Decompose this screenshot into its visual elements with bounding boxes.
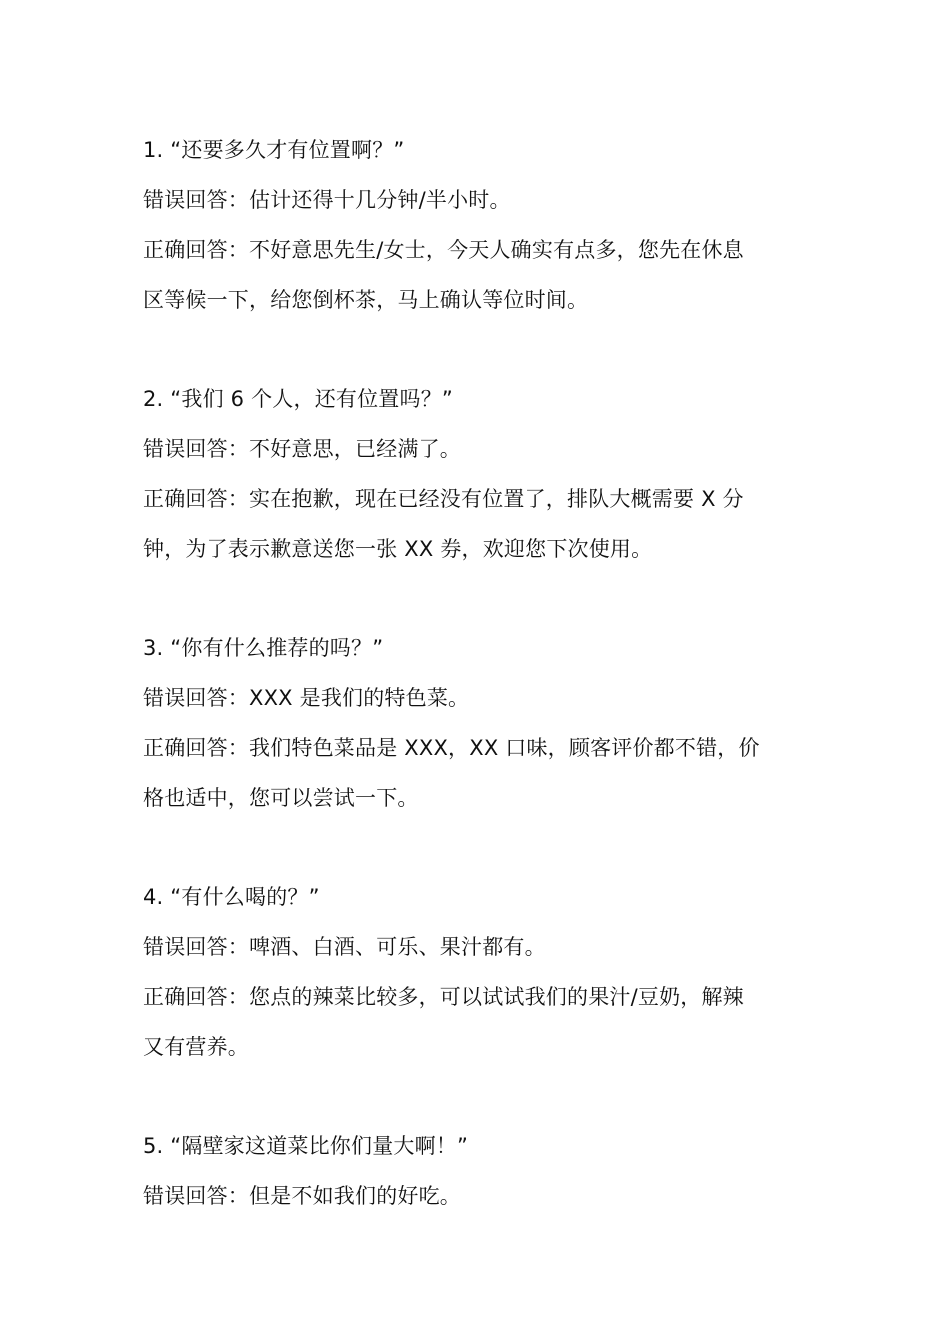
wrong-answer-3: 错误回答：XXX 是我们的特色菜。 [143, 686, 470, 710]
wrong-answer-5: 错误回答：但是不如我们的好吃。 [143, 1184, 461, 1208]
correct-answer-3-line-1: 正确回答：我们特色菜品是 XXX，XX 口味，顾客评价都不错，价 [143, 736, 760, 760]
correct-answer-2-line-2: 钟，为了表示歉意送您一张 XX 券，欢迎您下次使用。 [143, 537, 653, 561]
wrong-answer-4: 错误回答：啤酒、白酒、可乐、果汁都有。 [143, 935, 546, 959]
correct-answer-3-line-2: 格也适中，您可以尝试一下。 [143, 786, 419, 810]
correct-answer-4-line-2: 又有营养。 [143, 1035, 249, 1059]
wrong-answer-2: 错误回答：不好意思，已经满了。 [143, 437, 461, 461]
wrong-answer-1: 错误回答：估计还得十几分钟/半小时。 [143, 188, 511, 212]
correct-answer-1-line-1: 正确回答：不好意思先生/女士，今天人确实有点多，您先在休息 [143, 238, 744, 262]
correct-answer-4-line-1: 正确回答：您点的辣菜比较多，可以试试我们的果汁/豆奶，解辣 [143, 985, 744, 1009]
question-2: 2. “我们 6 个人，还有位置吗？” [143, 387, 453, 411]
correct-answer-1-line-2: 区等候一下，给您倒杯茶，马上确认等位时间。 [143, 288, 589, 312]
correct-answer-2-line-1: 正确回答：实在抱歉，现在已经没有位置了，排队大概需要 X 分 [143, 487, 744, 511]
question-4: 4. “有什么喝的？” [143, 885, 320, 909]
question-1: 1. “还要多久才有位置啊？” [143, 138, 405, 162]
question-5: 5. “隔壁家这道菜比你们量大啊！” [143, 1134, 469, 1158]
question-3: 3. “你有什么推荐的吗？” [143, 636, 384, 660]
